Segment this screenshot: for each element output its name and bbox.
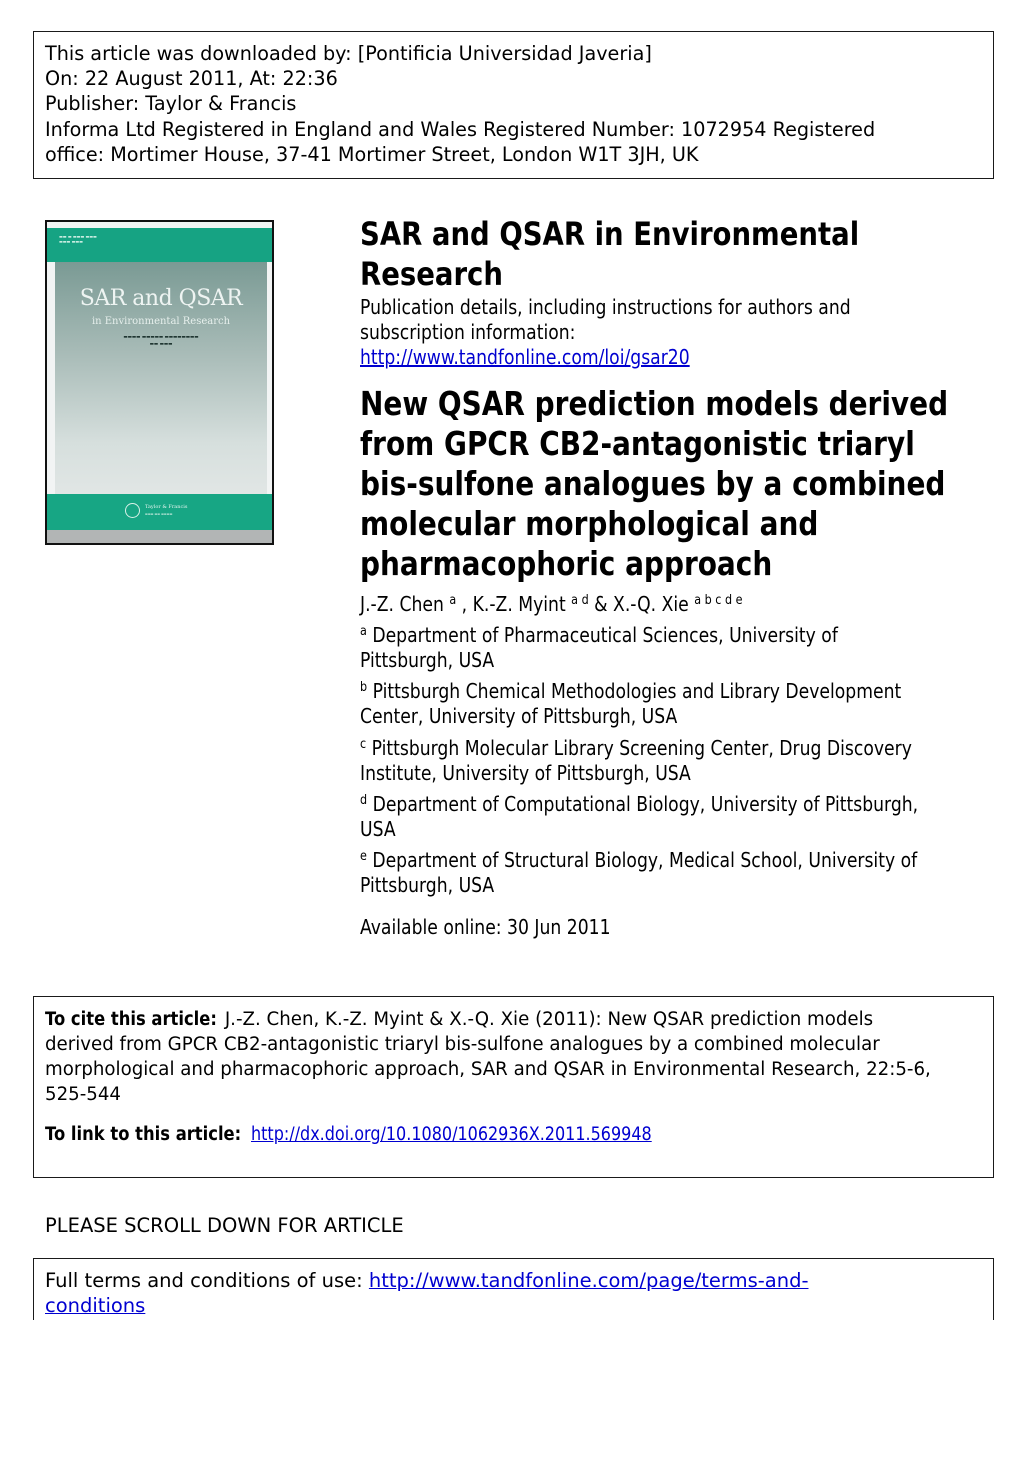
- download-by-line: This article was downloaded by: [Pontificia Universidad Javeria]: [45, 42, 652, 65]
- affiliation-d: [360, 792, 919, 842]
- cite-text: J.-Z. Chen, K.-Z. Myint & X.-Q. Xie (2011): New QSAR prediction models: [219, 1009, 874, 1030]
- affiliation-key: d: [360, 793, 368, 808]
- affiliation-text: Pittsburgh, USA: [360, 648, 495, 672]
- download-notice-box: [33, 31, 994, 179]
- terms-box: [33, 1258, 994, 1320]
- author-name: K.-Z. Myint: [472, 592, 566, 616]
- publication-details-line: Publication details, including instructions for authors and: [360, 295, 851, 319]
- affiliation-text: Department of Pharmaceutical Sciences, University of: [372, 623, 838, 647]
- affiliation-key: a: [360, 624, 367, 639]
- author-affiliation-marks: a: [449, 593, 457, 608]
- terms-label: Full terms and conditions of use:: [45, 1269, 369, 1292]
- scroll-down-note: PLEASE SCROLL DOWN FOR ARTICLE: [45, 1214, 404, 1237]
- cover-title: SAR and QSAR: [79, 286, 243, 311]
- cite-paragraph: [45, 1007, 982, 1107]
- cite-text: 525-544: [45, 1084, 121, 1105]
- affiliation-key: b: [360, 680, 368, 695]
- affiliation-text: Department of Computational Biology, University of Pittsburgh,: [372, 792, 919, 816]
- cover-editors: ▬▬▬▬ ▬▬▬▬▬ ▬▬▬▬▬▬▬▬ ▬▬ ▬▬▬: [123, 335, 199, 347]
- article-title-line: from GPCR CB2-antagonistic triaryl: [360, 425, 915, 463]
- cite-text: derived from GPCR CB2-antagonistic triaryl bis-sulfone analogues by a combined molecular: [45, 1034, 880, 1055]
- affiliation-text: Pittsburgh Chemical Methodologies and Library Development: [372, 679, 902, 703]
- journal-cover-image: [45, 220, 274, 545]
- link-paragraph: [45, 1122, 982, 1147]
- affiliation-text: Center, University of Pittsburgh, USA: [360, 704, 678, 728]
- doi-link[interactable]: http://dx.doi.org/10.1080/1062936X.2011.569948: [250, 1124, 652, 1145]
- article-title: [360, 384, 949, 584]
- author-name: J.-Z. Chen: [360, 592, 444, 616]
- affiliation-a: [360, 623, 893, 673]
- journal-url-link[interactable]: http://www.tandfonline.com/loi/gsar20: [360, 345, 690, 369]
- article-title-line: molecular morphological and: [360, 505, 819, 543]
- affiliation-text: Institute, University of Pittsburgh, USA: [360, 761, 691, 785]
- publisher-logo-icon: [125, 503, 140, 518]
- affiliation-text: USA: [360, 817, 396, 841]
- article-title-line: bis-sulfone analogues by a combined: [360, 465, 946, 503]
- affiliation-e: [360, 848, 918, 898]
- cover-volume-text: ▬▬ ▬ ▬▬▬ ▬▬▬ ▬▬▬ ▬▬▬: [59, 234, 97, 244]
- article-title-line: pharmacophoric approach: [360, 545, 773, 583]
- affiliation-b: [360, 679, 902, 729]
- cover-bottom-band: [47, 494, 272, 530]
- affiliation-key: e: [360, 849, 367, 864]
- cover-publisher: Taylor & Francis: [145, 504, 188, 510]
- author-separator: ,: [456, 592, 473, 616]
- cite-label: To cite this article:: [45, 1009, 217, 1030]
- affiliation-text: Pittsburgh, USA: [360, 873, 495, 897]
- affiliation-c: [360, 736, 912, 786]
- author-name: X.-Q. Xie: [613, 592, 689, 616]
- available-online-date: Available online: 30 Jun 2011: [360, 915, 611, 939]
- terms-link-continued[interactable]: conditions: [45, 1294, 146, 1317]
- affiliation-text: Pittsburgh Molecular Library Screening Center, Drug Discovery: [371, 736, 912, 760]
- registration-line: Informa Ltd Registered in England and Wales Registered Number: 1072954 Registered: [45, 117, 876, 141]
- terms-paragraph: [45, 1268, 982, 1318]
- author-list: [360, 590, 893, 618]
- cover-publisher-sub: ▬▬▬ ▬▬ ▬▬▬▬: [145, 512, 173, 516]
- link-label: To link to this article:: [45, 1124, 242, 1145]
- affiliation-key: c: [360, 737, 367, 752]
- affiliation-text: Department of Structural Biology, Medical School, University of: [372, 848, 918, 872]
- journal-title-line: SAR and QSAR in Environmental: [360, 215, 860, 253]
- office-address-line: office: Mortimer House, 37-41 Mortimer Street, London W1T 3JH, UK: [45, 142, 699, 166]
- author-separator: &: [588, 592, 614, 616]
- download-date-line: On: 22 August 2011, At: 22:36: [45, 67, 338, 91]
- publication-details: [360, 295, 893, 370]
- cite-text: morphological and pharmacophoric approach, SAR and QSAR in Environmental Research, 22:5-6,: [45, 1059, 931, 1080]
- cover-subtitle: in Environmental Research: [91, 316, 231, 327]
- publisher-line: Publisher: Taylor & Francis: [45, 92, 297, 116]
- author-affiliation-marks: a d: [571, 593, 589, 608]
- article-title-line: New QSAR prediction models derived: [360, 385, 949, 423]
- cover-gradient-panel: [55, 262, 267, 494]
- terms-link[interactable]: http://www.tandfonline.com/page/terms-and-: [368, 1269, 809, 1292]
- author-affiliation-marks: a b c d e: [694, 593, 743, 608]
- cover-top-band: [47, 228, 272, 262]
- citation-box: [33, 996, 994, 1178]
- cover-footer: [47, 530, 272, 543]
- publication-details-line: subscription information:: [360, 320, 576, 344]
- journal-title-line: Research: [360, 255, 503, 293]
- journal-title: [360, 214, 893, 294]
